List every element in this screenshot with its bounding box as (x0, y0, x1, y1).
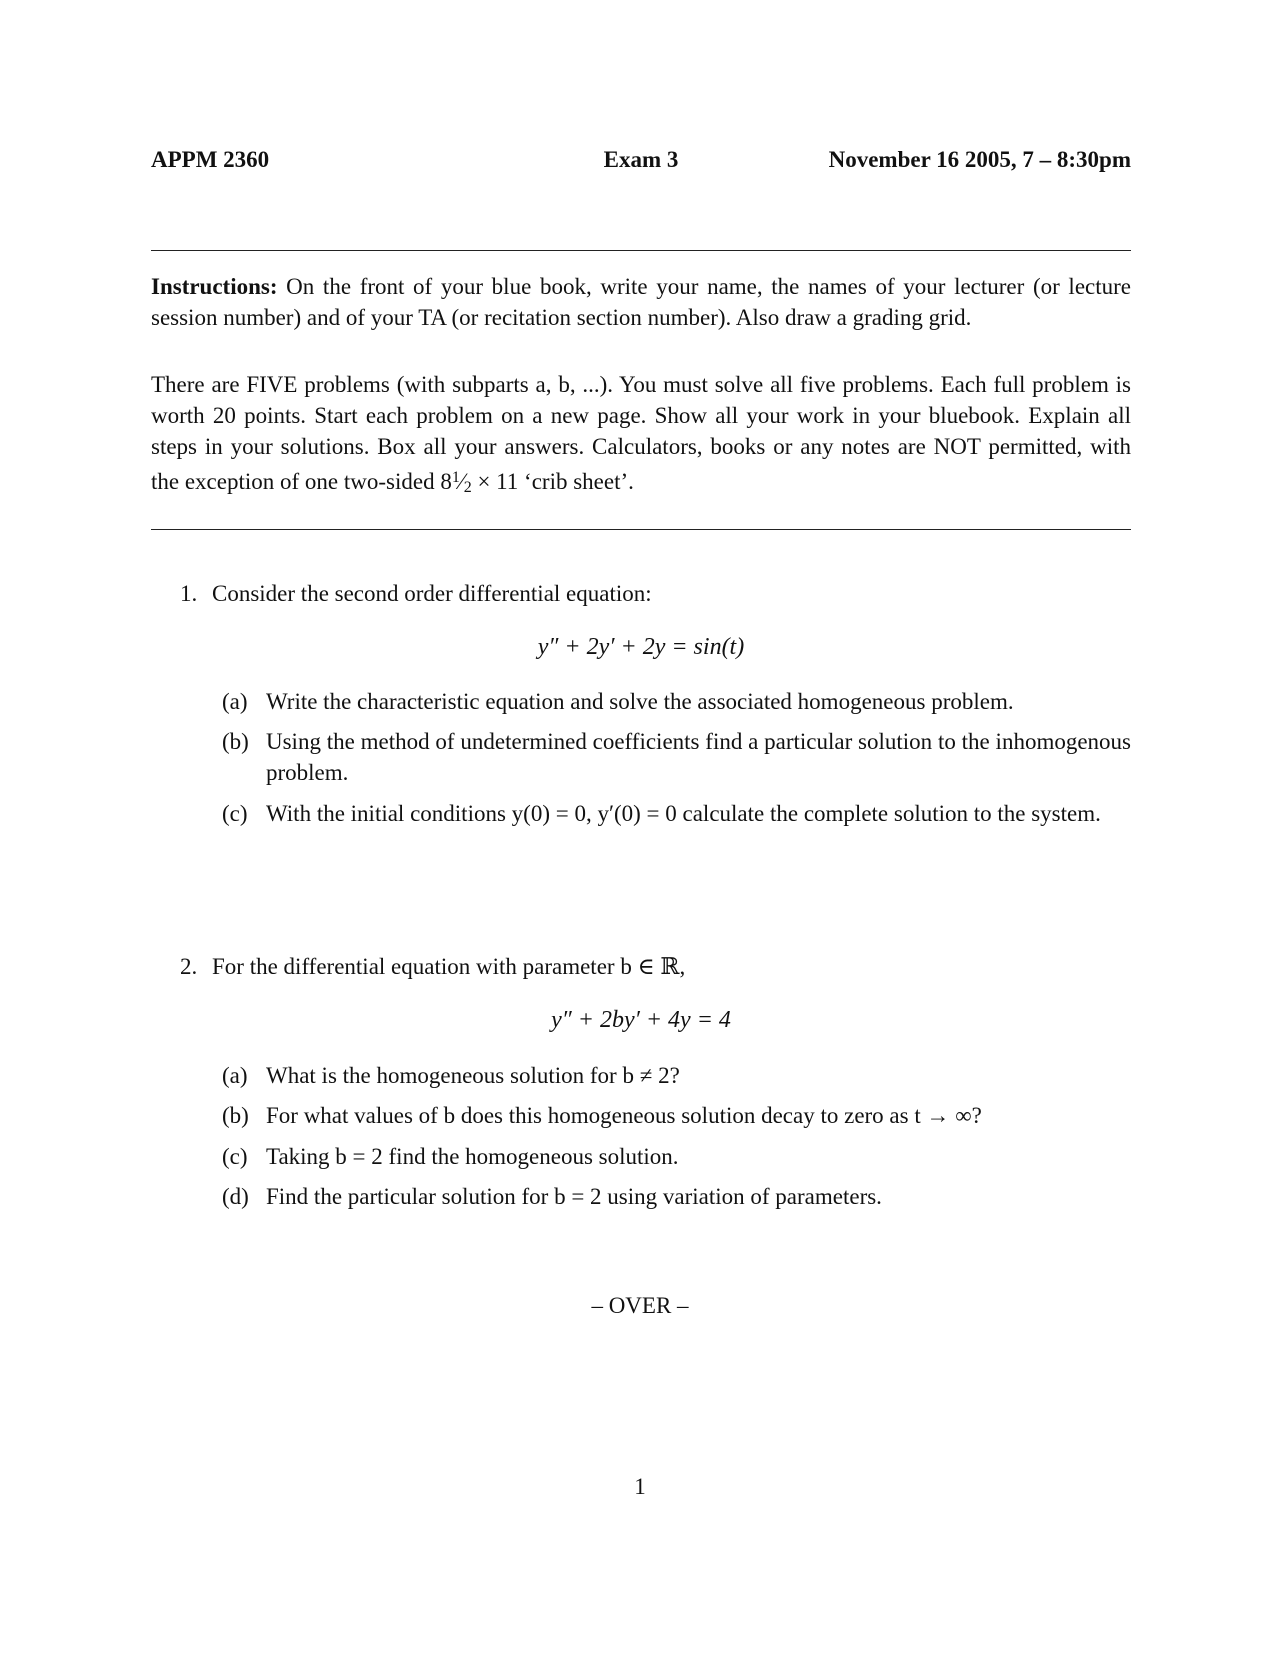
instructions-paragraph (151, 271, 1131, 333)
crib-sheet-text: × 11 ‘crib sheet’. (471, 469, 634, 494)
problem-number: 2. (180, 954, 198, 979)
course-code: APPM 2360 (151, 147, 270, 172)
part-label: (a) (222, 689, 248, 714)
part-label: (c) (222, 1144, 248, 1169)
fraction-numerator: 1 (451, 469, 460, 486)
part-text: With the initial conditions y(0) = 0, y′(0) = 0 calculate the complete solution to the system. (266, 801, 1101, 826)
instructions-label: Instructions: (151, 274, 278, 299)
exam-rules-paragraph: There are FIVE problems (with subparts a, b, ...). You must solve all five problems. Each full problem is worth 20 points. Start each problem on a new page. Show all your work in your bluebook. Explain all steps in your solutions. Box all your answers. Calculators, books or any notes are NOT permitted, with the exception of one two-sided $8^1⁄2 \times 11$ ‘crib sheet’. (151, 372, 1131, 496)
part-label: (d) (222, 1184, 249, 1209)
exam-rules-text: There are FIVE problems (with subparts a, b, ...). You must solve all five problems. Each full problem is worth 20 points. Start each problem on a new page. Show all your work in your bluebook. Explain all steps in your solutions. Box all your answers. Calculators, books or any notes are NOT permitted, with the exception of one two-sided 8 (151, 372, 1131, 494)
exam-title: Exam 3 (603, 147, 679, 172)
part-text: For what values of b does this homogeneous solution decay to zero as t → ∞? (266, 1103, 982, 1128)
page-number: 1 (634, 1474, 646, 1499)
part-label: (b) (222, 1103, 249, 1128)
over-notice: – OVER – (591, 1293, 689, 1318)
part-text: Taking b = 2 find the homogeneous solution. (266, 1144, 679, 1169)
part-text: Find the particular solution for b = 2 using variation of parameters. (266, 1184, 882, 1209)
part-label: (c) (222, 801, 248, 826)
bottom-divider (151, 529, 1131, 530)
fraction-denominator: 2 (463, 479, 472, 496)
problem-2-equation: y″ + 2by′ + 4y = 4 (551, 1007, 731, 1033)
problem-stem: Consider the second order differential equation: (212, 581, 652, 606)
exam-date: November 16 2005, 7 – 8:30pm (828, 147, 1131, 172)
part-text: Using the method of undetermined coefficients find a particular solution to the inhomogenous problem. (266, 729, 1131, 785)
instructions-text: On the front of your blue book, write your name, the names of your lecturer (or lecture session number) and of your TA (or recitation section number). Also draw a grading grid. (151, 274, 1131, 330)
problem-1-equation: y″ + 2y′ + 2y = sin(t) (537, 634, 745, 660)
part-label: (b) (222, 729, 249, 754)
top-divider (151, 250, 1131, 251)
part-text: Write the characteristic equation and solve the associated homogeneous problem. (266, 689, 1014, 714)
part-text: What is the homogeneous solution for b ≠ 2? (266, 1063, 680, 1088)
problem-stem: For the differential equation with parameter b ∈ ℝ, (212, 954, 686, 979)
problem-number: 1. (180, 581, 198, 606)
part-label: (a) (222, 1063, 248, 1088)
